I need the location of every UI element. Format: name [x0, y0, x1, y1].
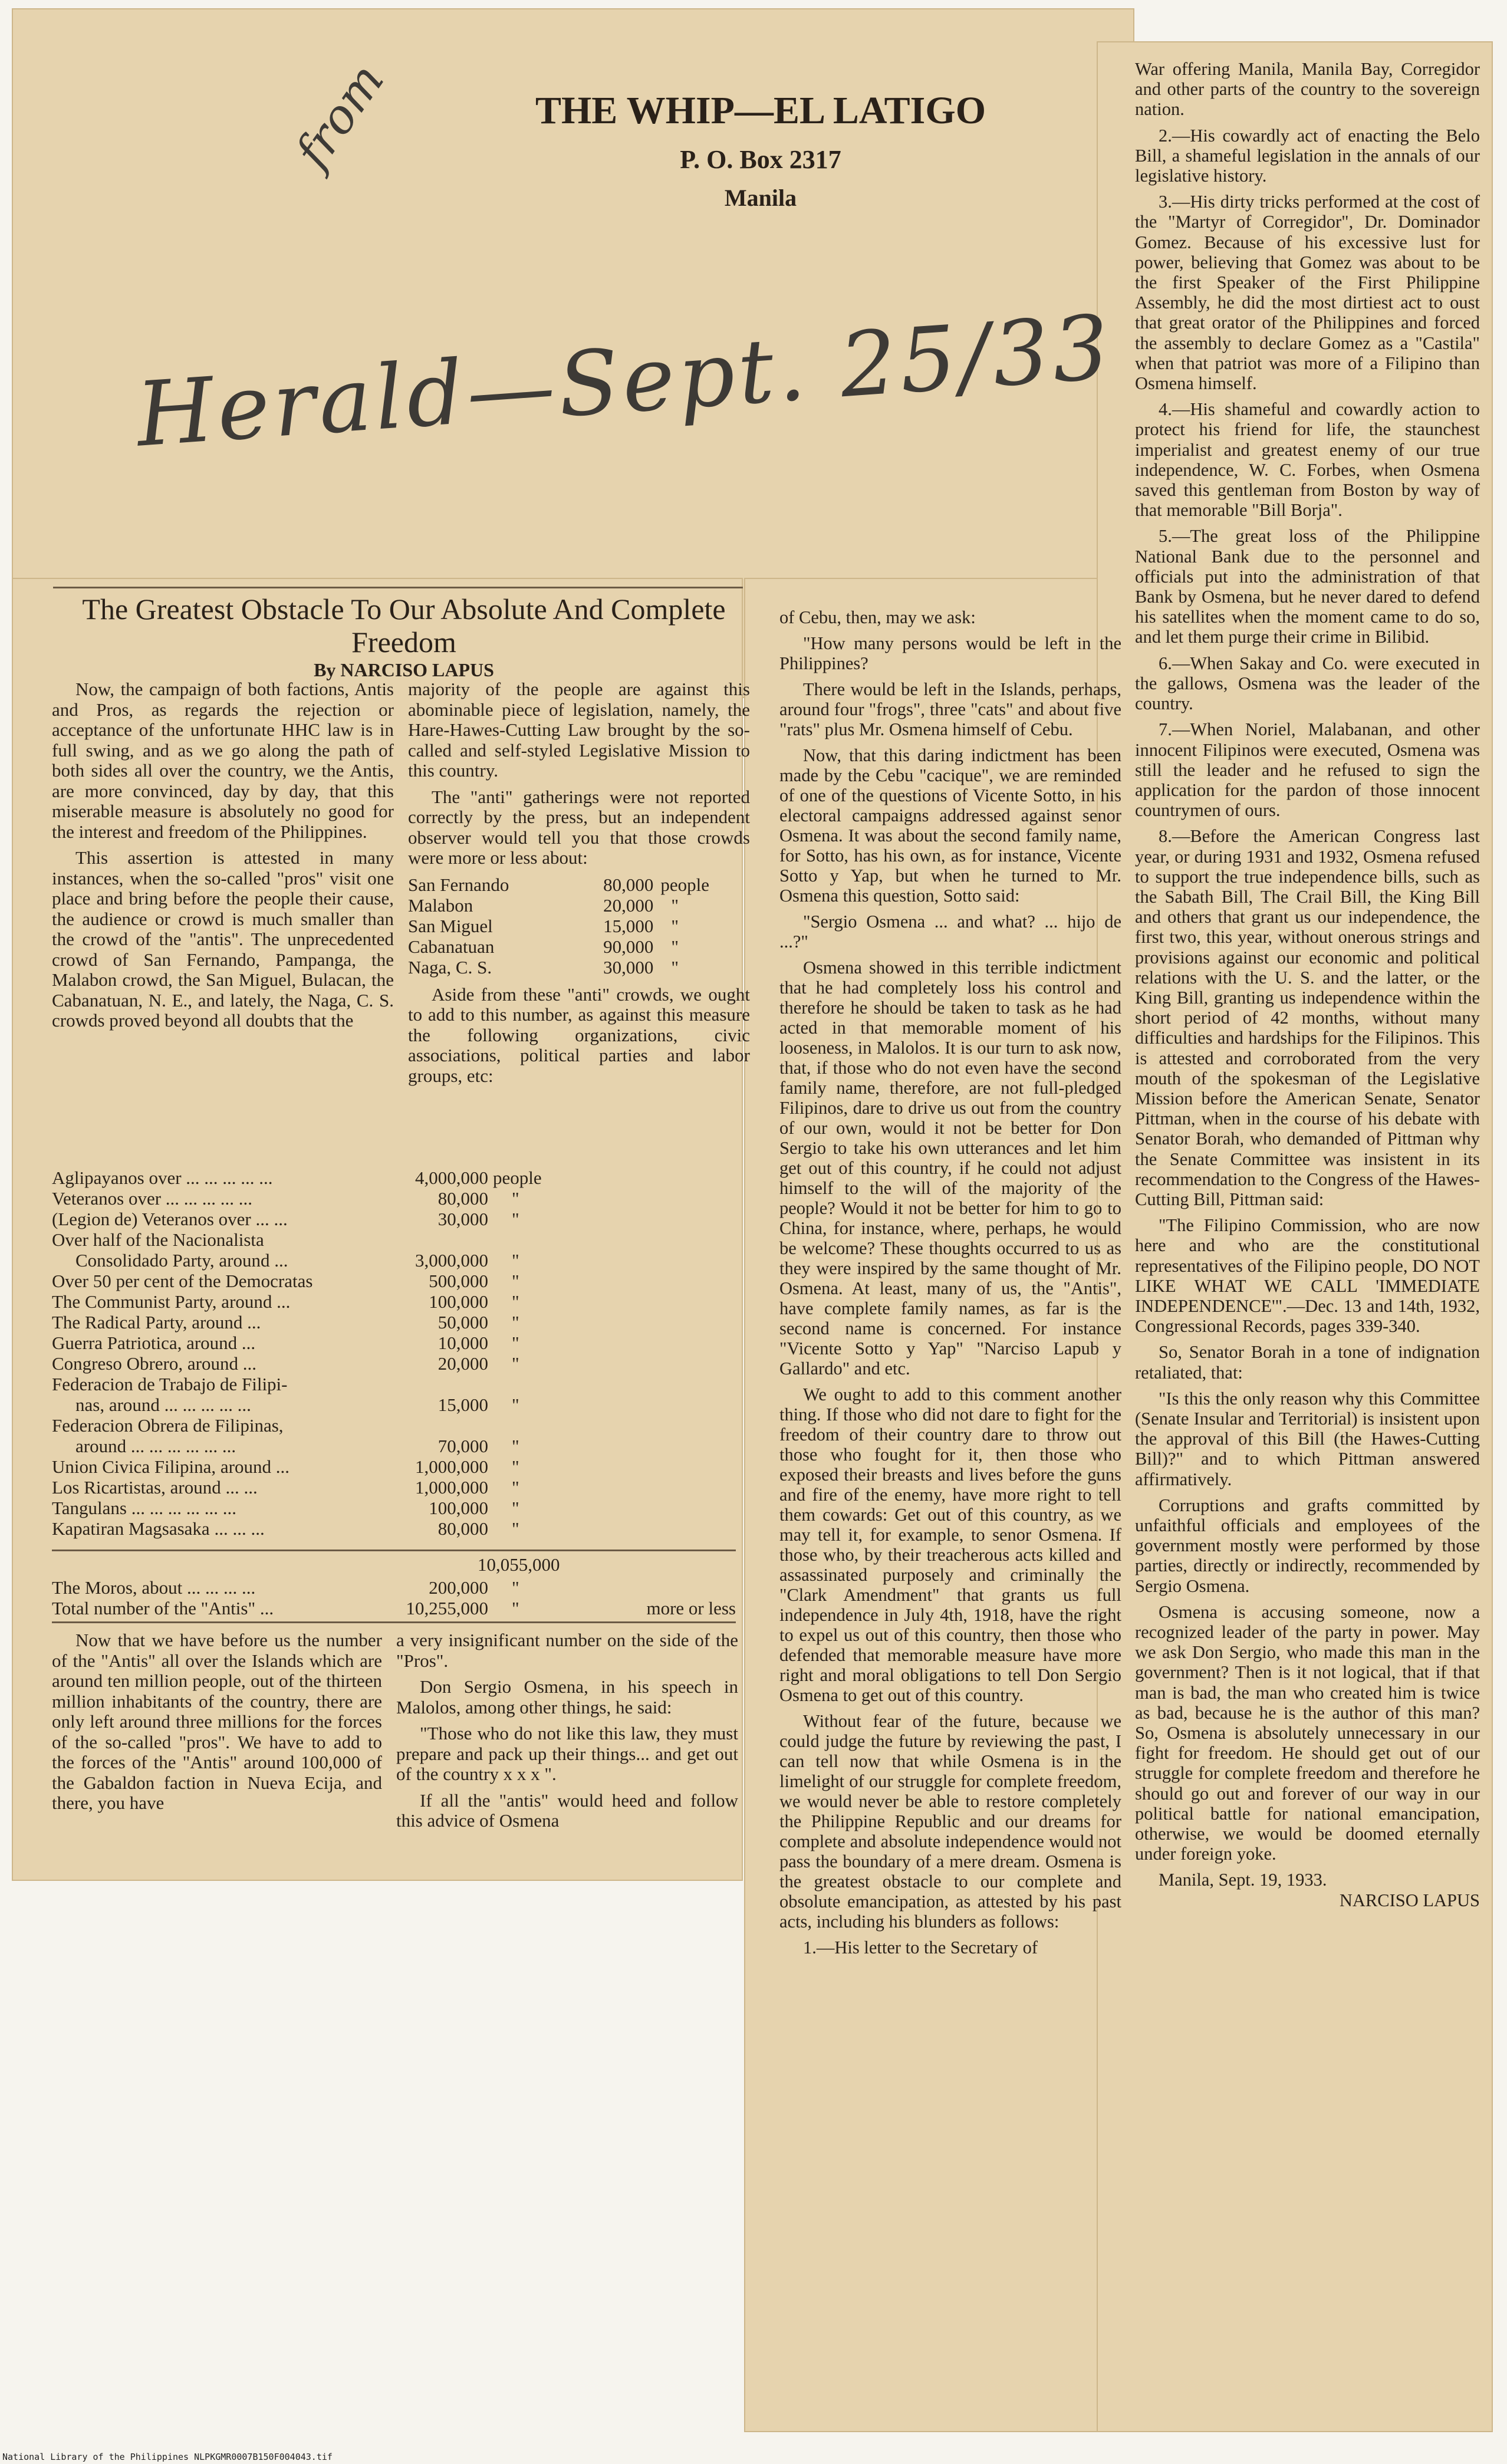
table-row: Naga, C. S. 30,000 " — [408, 956, 679, 978]
col3-para-5: "Sergio Osmena ... and what? ... hijo de ...?" — [779, 912, 1121, 952]
col4-para-11: "Is this the only reason why this Committee (Senate Insular and Territorial) is insistent upon the approval of this Bill (the Hawes-Cutting Bill)?" and to which Pittman answered affirmatively. — [1135, 1388, 1480, 1489]
col2-bottom-para-3: "Those who do not like this law, they must prepare and pack up their things... and get out of the country x x x ". — [396, 1723, 738, 1784]
table-row: Federacion Obrera de Filipinas, — [52, 1415, 284, 1436]
col2-bottom-para-2: Don Sergio Osmena, in his speech in Malolos, among other things, he said: — [396, 1676, 738, 1718]
table-row: Cabanatuan 90,000 " — [408, 936, 679, 957]
table-row: Congreso Obrero, around ... 20,000 " — [52, 1353, 519, 1374]
col1-para-2: This assertion is attested in many instances, when the so-called "pros" visit one place and bring before the people their cause, the audience or crowd is much smaller than the crowd of the "antis". The unprecedented crowd of San Fernando, Pampanga, the Malabon crowd, the San Miguel, Bulacan, the Cabanatuan, N. E., and lately, the Naga, C. S. crowds proved beyond all doubts that the — [52, 847, 394, 1031]
table-row: Tangulans ... ... ... ... ... ... 100,000 " — [52, 1498, 519, 1518]
table-row: The Communist Party, around ... 100,000 " — [52, 1291, 519, 1312]
table-row: The Moros, about ... ... ... ... 200,000 " — [52, 1577, 519, 1598]
col4-para-10: So, Senator Borah in a tone of indignation retaliated, that: — [1135, 1342, 1480, 1383]
col4-para-13: Osmena is accusing someone, now a recognized leader of the party in power. May we ask Don Sergio, who made this man in the government? Then is it not logical, that if that man is bad, the man who created him is twice as bad, because he is the author of this man? So, Osmena is absolutely unnecessary in our fight for freedom. He should get out of our struggle for complete freedom and therefore he should go out and forever of our way in our political battle for national emancipation, otherwise, we would be doomed eternally under foreign yoke. — [1135, 1601, 1480, 1864]
column-1-top — [52, 679, 394, 1037]
col2-bottom-para-4: If all the "antis" would heed and follow this advice of Osmena — [396, 1789, 738, 1831]
table-row: Over 50 per cent of the Democratas 500,000 " — [52, 1271, 519, 1291]
column-2-top — [408, 679, 750, 1092]
col4-para-8: 8.—Before the American Congress last year, or during 1931 and 1932, Osmena refused to support the true independence bills, such as the Sabath Bill, The Crail Bill, the King Bill and others that grant us our independence, the first two, this year, without onerous strings and provisions against our economic and political relations with the U. S. and the latter, or the King Bill, granting us independence within the short period of 42 months, without many difficulties and hardships for the Filipinos. This is attested and corroborated from the very mouth of the spokesman of the Legislative Mission before the American Senate, Senator Pittman, when in the course of his debate with Senator Borah, who demanded of Pittman why the Senate Committee was insistent in its recommendation to the Congress of the Hawes-Cutting Bill, Pittman said: — [1135, 826, 1480, 1209]
masthead-title: THE WHIP—EL LATIGO — [535, 89, 986, 132]
col2-para-3: Aside from these "anti" crowds, we ought to add to this number, as against this measure the following organizations, civic associations, political parties and labor groups, etc: — [408, 983, 750, 1086]
table-row: Union Civica Filipina, around ... 1,000,000 " — [52, 1456, 519, 1477]
column-4 — [1135, 59, 1480, 1910]
table-row: Veteranos over ... ... ... ... ... 80,000 " — [52, 1188, 519, 1209]
col3-para-4: Now, that this daring indictment has been made by the Cebu "cacique", we are reminded of one of the questions of Vicente Sotto, in his electoral campaigns addressed against senor Osmena. It was about the second family name, for Sotto, has his own, as for instance, Vicente Sotto y Yap, but when he turned to Mr. Osmena this question, Sotto said: — [779, 745, 1121, 906]
table-row: Kapatiran Magsasaka ... ... ... 80,000 " — [52, 1518, 519, 1539]
col3-para-2: "How many persons would be left in the Philippines? — [779, 633, 1121, 673]
table-row: Total number of the "Antis" ... 10,255,000 " more or less — [52, 1598, 736, 1618]
totals-table — [52, 1577, 736, 1618]
col4-para-9: "The Filipino Commission, who are now here and who are the constitutional representatives of the Filipino people, DO NOT LIKE WHAT WE CALL 'IMMEDIATE INDEPENDENCE'".—Dec. 13 and 14th, 1932, Congressional Records, pages 339-340. — [1135, 1215, 1480, 1337]
table-row: San Fernando 80,000 people — [408, 874, 710, 895]
article-byline: By NARCISO LAPUS — [314, 659, 494, 680]
table-row: Malabon 20,000 " — [408, 894, 679, 916]
dateline: Manila, Sept. 19, 1933. — [1159, 1870, 1327, 1890]
organizations-table — [52, 1167, 618, 1539]
totals-rule — [52, 1621, 736, 1623]
column-3 — [779, 607, 1121, 1963]
archive-footer: National Library of the Philippines NLPKGMR0007B150F004043.tif — [2, 2452, 333, 2462]
col4-para-4: 4.—His shameful and cowardly action to protect his friend for life, the staunchest imperialist and greatest enemy of our true independence, W. C. Forbes, when Osmena saved this gentleman from Boston by way of that memorable "Bill Borja". — [1135, 399, 1480, 521]
col1-bottom-para: Now that we have before us the number of the "Antis" all over the Islands which are around ten million people, out of the thirteen million inhabitants of the country, there are only left around three millions for the forces of the so-called "pros". We have to add to the forces of the "Antis" around 100,000 of the Gabaldon faction in Nueva Ecija, and there, you have — [52, 1630, 382, 1813]
table-row: nas, around ... ... ... ... ... 15,000 " — [75, 1394, 519, 1415]
headline-rule-top — [53, 587, 743, 588]
col2-bottom-para-1: a very insignificant number on the side of the "Pros". — [396, 1630, 738, 1671]
table-row: Consolidado Party, around ... 3,000,000 " — [75, 1250, 519, 1271]
column-1-bottom — [52, 1630, 382, 1820]
table-row: Guerra Patriotica, around ... 10,000 " — [52, 1333, 519, 1353]
col2-para-2: The "anti" gatherings were not reported correctly by the press, but an independent observer would tell you that those crowds were more or less about: — [408, 786, 750, 868]
col4-para-6: 6.—When Sakay and Co. were executed in the gallows, Osmena was the leader of the country. — [1135, 653, 1480, 714]
col4-para-12: Corruptions and grafts committed by unfaithful officials and employees of the government mostly were performed by those parties, directly or indirectly, recommended by Sergio Osmena. — [1135, 1495, 1480, 1596]
col3-para-9: 1.—His letter to the Secretary of — [803, 1937, 1038, 1958]
col3-para-7: We ought to add to this comment another thing. If those who did not dare to fight for the freedom of their country dare to throw out those who fought for it, then those who exposed their breasts and lives before the guns and fire of the enemy, have more right to tell them cowards: Get out of this country, as we may tell it, for example, to senor Osmena. If those who, by their treacherous acts killed and assassinated purposely and criminally the "Clark Amendment" that grants us full independence in July 4th, 1918, have the right to expel us out of this country, then those who defended that memorable measure have more right and moral obligations to tell Don Sergio Osmena to get out of this country. — [779, 1384, 1121, 1705]
handwritten-date: Herald—Sept. 25/33 — [133, 296, 1116, 467]
col3-para-1: of Cebu, then, may we ask: — [779, 607, 976, 627]
table-row: San Miguel 15,000 " — [408, 915, 679, 936]
col4-para-5: 5.—The great loss of the Philippine National Bank due to the personnel and officials put into the administration of that Bank by Osmena, but he never dared to defend his satellites when the moment came to do so, and let them purge their crime in Bilibid. — [1135, 526, 1480, 647]
table-row: Los Ricartistas, around ... ... 1,000,000 " — [52, 1477, 519, 1498]
col2-para-1: majority of the people are against this abominable piece of legislation, namely, the Hare-Hawes-Cutting Law brought by the so-called and self-styled Legislative Mission to this country. — [408, 679, 750, 781]
col4-para-1: War offering Manila, Manila Bay, Corregidor and other parts of the country to the sovereign nation. — [1135, 59, 1480, 120]
crowds-table — [408, 874, 744, 978]
masthead-address: P. O. Box 2317 — [680, 145, 841, 174]
col4-para-3: 3.—His dirty tricks performed at the cost of the "Martyr of Corregidor", Dr. Dominador Gomez. Because of his excessive lust for power, believing that Gomez was about to be the first Speaker of the First Philippine Assembly, he did the most dirtiest act to oust that great orator of the Philippines and forced the assembly to declare Gomez as a "Castila" when that patriot was more of a Filipino than Osmena himself. — [1135, 192, 1480, 394]
masthead-city: Manila — [724, 185, 797, 211]
table-row: Aglipayanos over ... ... ... ... ... 4,000,000 people — [52, 1167, 542, 1188]
signature: NARCISO LAPUS — [1339, 1890, 1480, 1910]
col3-para-3: There would be left in the Islands, perhaps, around four "frogs", three "cats" and about five "rats" plus Mr. Osmena himself of Cebu. — [779, 679, 1121, 739]
handwritten-from: from — [284, 54, 395, 178]
col1-para-1: Now, the campaign of both factions, Antis and Pros, as regards the rejection or acceptance of the unfortunate HHC law is in full swing, and as we go along the path of both sides all over the country, we the Antis, are more convinced, day by day, that this miserable measure is absolutely no good for the interest and freedom of the Philippines. — [52, 679, 394, 842]
col3-para-6: Osmena showed in this terrible indictment that he had completely loss his control and therefore he should be taken to task as he had acted in that memorable moment of his looseness, in Malolos. It is our turn to ask now, that, if those who do not even have the second family name, therefore, are not full-pledged Filipinos, dare to drive us out from the country of our own, would it not be better for Don Sergio to take his own utterances and let him get out of this country, if he could not adjust himself to the will of the majority of the people? Would it not be better for him to go to China, for instance, where, perhaps, he would be welcome? These thoughts occurred to us as they were inspired by the same thought of Mr. Osmena. At least, many of us, the "Antis", have complete family names, as far is the second name is concerned. For instance "Vicente Sotto y Yap" "Narciso Lapub y Gallardo" and etc. — [779, 958, 1121, 1379]
col4-para-7: 7.—When Noriel, Malabanan, and other innocent Filipinos were executed, Osmena was still the leader and he refused to sign the application for the pardon of those innocent countrymen of ours. — [1135, 719, 1480, 821]
col3-para-8: Without fear of the future, because we could judge the future by reviewing the past, I can tell now that while Osmena is in the limelight of our struggle for complete freedom, we would never be able to restore completely the Philippine Republic and our dreams for complete and absolute independence would not pass the boundary of a mere dream. Osmena is the greatest obstacle to our complete and obsolute emancipation, as attested by his past acts, including his blunders as follows: — [779, 1711, 1121, 1932]
column-2-bottom — [396, 1630, 738, 1837]
table-row: around ... ... ... ... ... ... 70,000 " — [75, 1436, 519, 1456]
table-row: The Radical Party, around ... 50,000 " — [52, 1312, 519, 1333]
table-row: Over half of the Nacionalista — [52, 1229, 264, 1250]
article-headline: The Greatest Obstacle To Our Absolute And Complete Freedom — [82, 593, 726, 659]
subtotal-value: 10,055,000 — [478, 1554, 560, 1575]
table-row: Federacion de Trabajo de Filipi- — [52, 1374, 288, 1394]
table-row: (Legion de) Veteranos over ... ... 30,000 " — [52, 1209, 519, 1229]
col4-para-2: 2.—His cowardly act of enacting the Belo Bill, a shameful legislation in the annals of our legislative history. — [1135, 125, 1480, 186]
subtotal-rule — [52, 1550, 736, 1551]
